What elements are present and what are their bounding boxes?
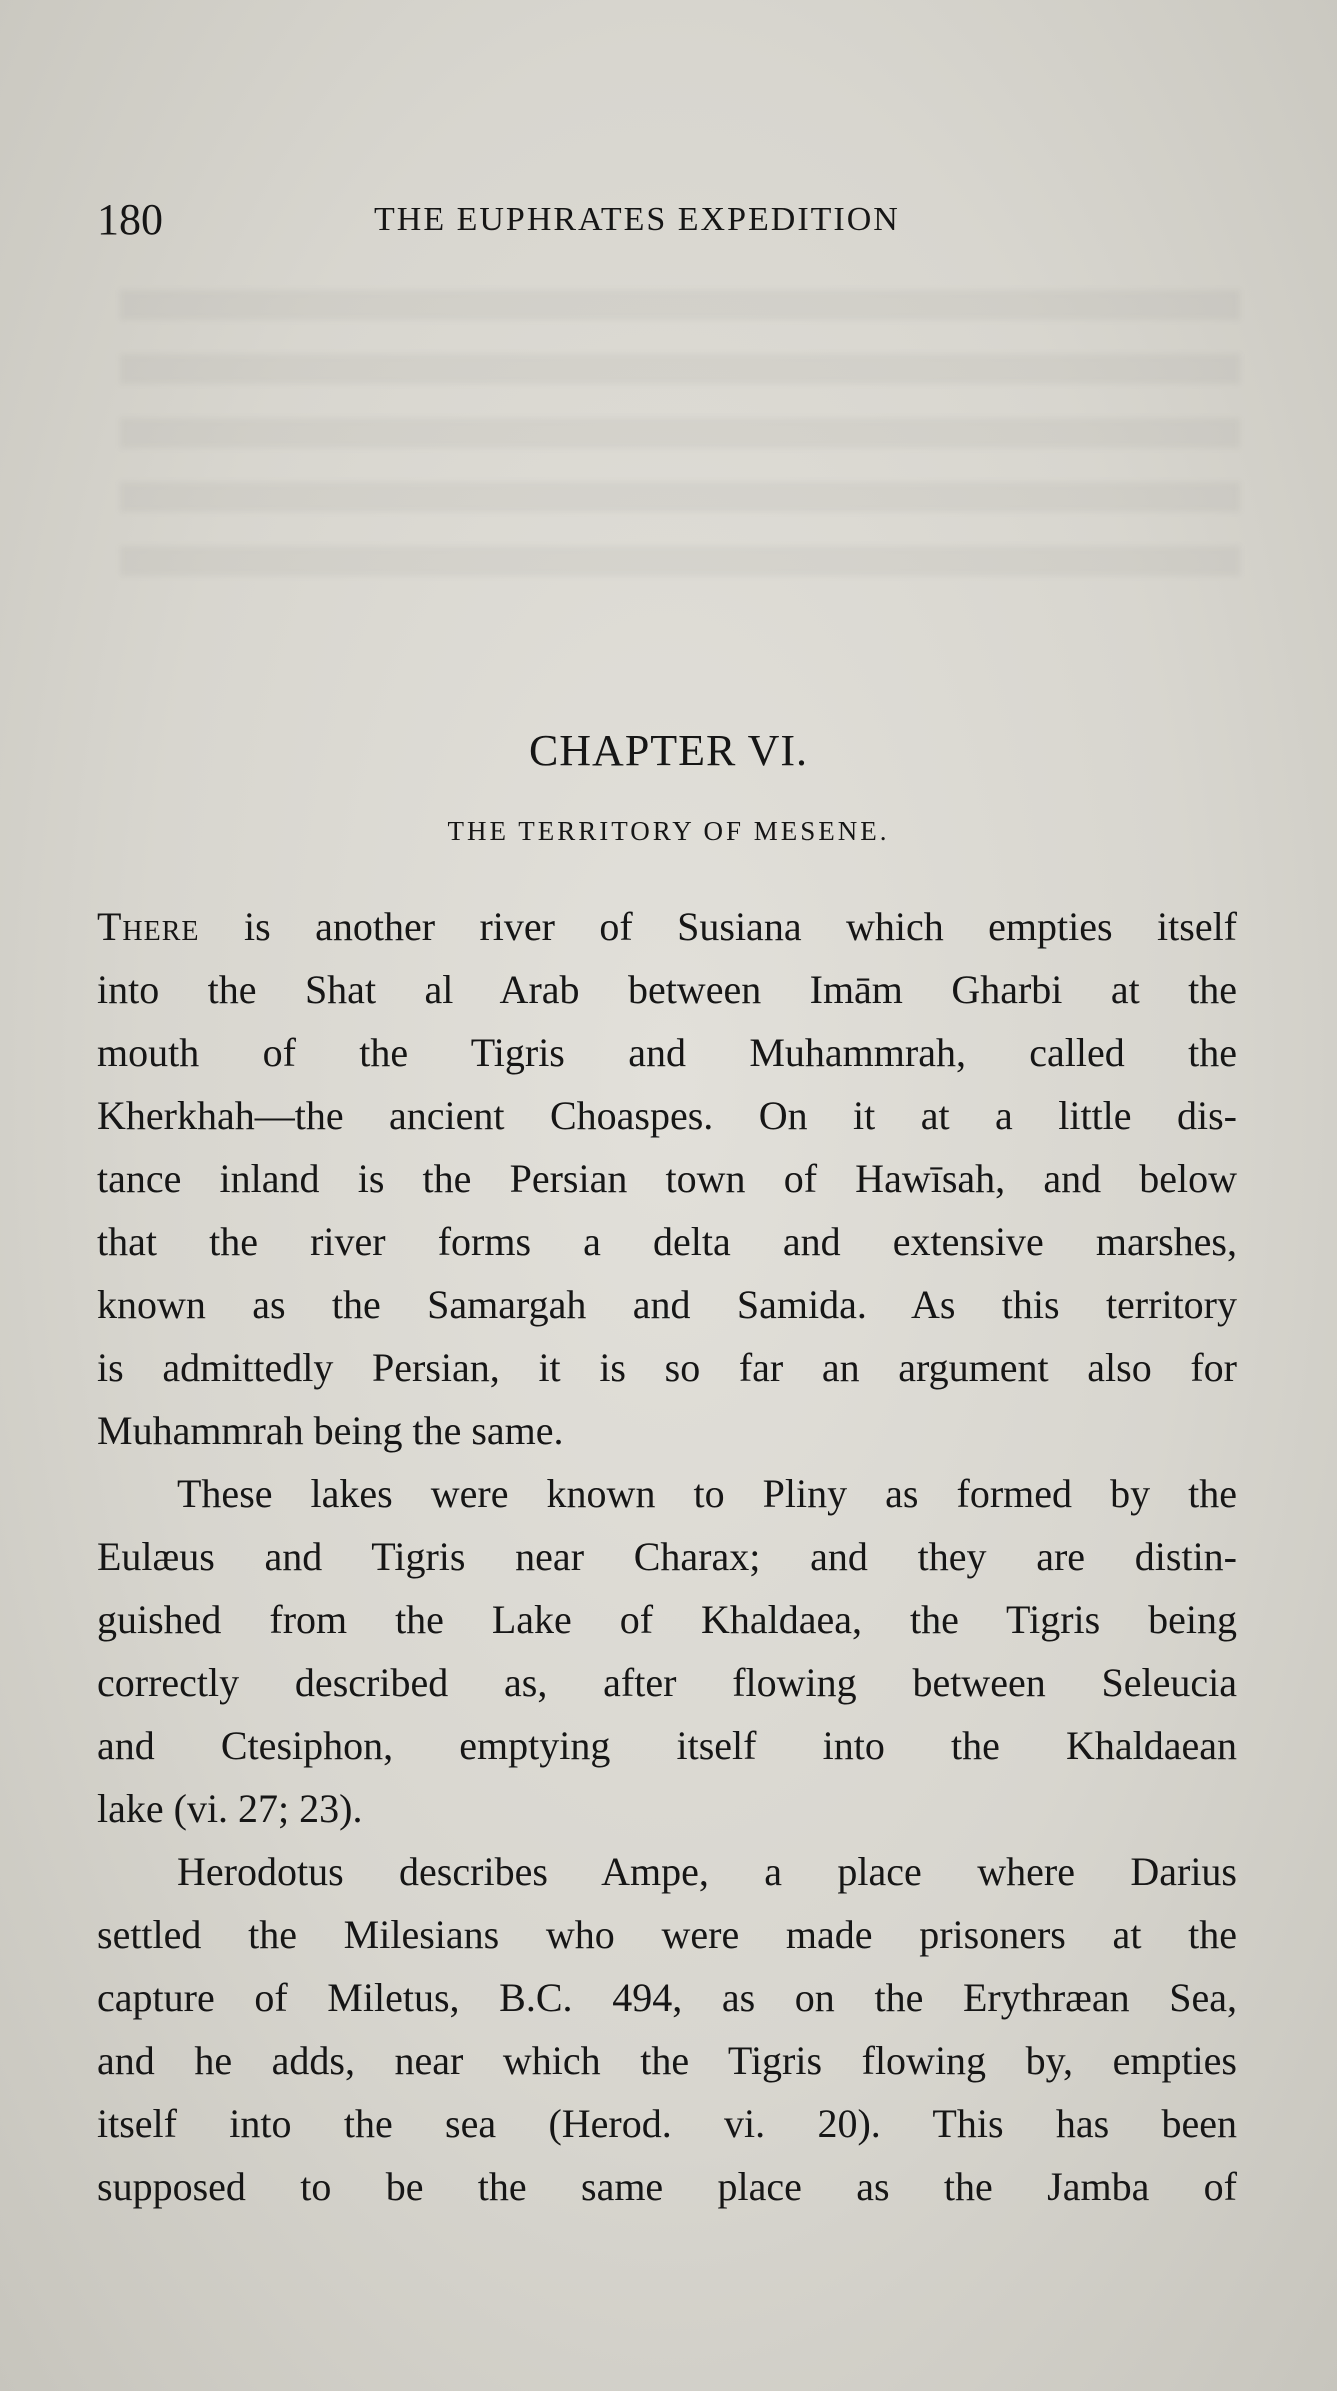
text-line: settled the Milesians who were made prisoners at the xyxy=(97,1912,1237,1957)
show-through-text xyxy=(120,290,1240,590)
body-text xyxy=(97,895,1237,2218)
chapter-heading: CHAPTER VI. xyxy=(528,726,809,775)
text-line: tance inland is the Persian town of Hawīsah, and below xyxy=(97,1156,1237,1201)
text-line: into the Shat al Arab between Imām Gharbi at the xyxy=(97,967,1237,1012)
text-line: capture of Miletus, B.C. 494, as on the Erythræan Sea, xyxy=(97,1975,1237,2020)
text-line: Kherkhah—the ancient Choaspes. On it at a little dis- xyxy=(97,1093,1237,1138)
chapter-title: THE TERRITORY OF MESENE. xyxy=(447,816,890,846)
text-line: mouth of the Tigris and Muhammrah, called the xyxy=(97,1030,1237,1075)
text-line: guished from the Lake of Khaldaea, the Tigris being xyxy=(97,1597,1237,1642)
page-number: 180 xyxy=(97,195,163,244)
running-head xyxy=(97,190,1237,250)
text-line: known as the Samargah and Samida. As this territory xyxy=(97,1282,1237,1327)
text-line: These lakes were known to Pliny as formed by the xyxy=(177,1471,1237,1516)
text-line: that the river forms a delta and extensive marshes, xyxy=(97,1219,1237,1264)
text-line: and Ctesiphon, emptying itself into the Khaldaean xyxy=(97,1723,1237,1768)
drop-word: There xyxy=(97,904,200,949)
text-line: itself into the sea (Herod. vi. 20). This has been xyxy=(97,2101,1237,2146)
text-line: Muhammrah being the same. xyxy=(97,1408,564,1453)
text-line: supposed to be the same place as the Jamba of xyxy=(97,2164,1237,2209)
text-line: Eulæus and Tigris near Charax; and they are distin- xyxy=(97,1534,1237,1579)
text-line: There is another river of Susiana which empties itself xyxy=(97,904,1237,949)
text-line: correctly described as, after flowing between Seleucia xyxy=(97,1660,1237,1705)
text-line: is admittedly Persian, it is so far an argument also for xyxy=(97,1345,1237,1390)
text-line: lake (vi. 27; 23). xyxy=(97,1786,363,1831)
text-line: and he adds, near which the Tigris flowing by, empties xyxy=(97,2038,1237,2083)
text-line: Herodotus describes Ampe, a place where Darius xyxy=(177,1849,1237,1894)
running-title: THE EUPHRATES EXPEDITION xyxy=(374,201,900,238)
